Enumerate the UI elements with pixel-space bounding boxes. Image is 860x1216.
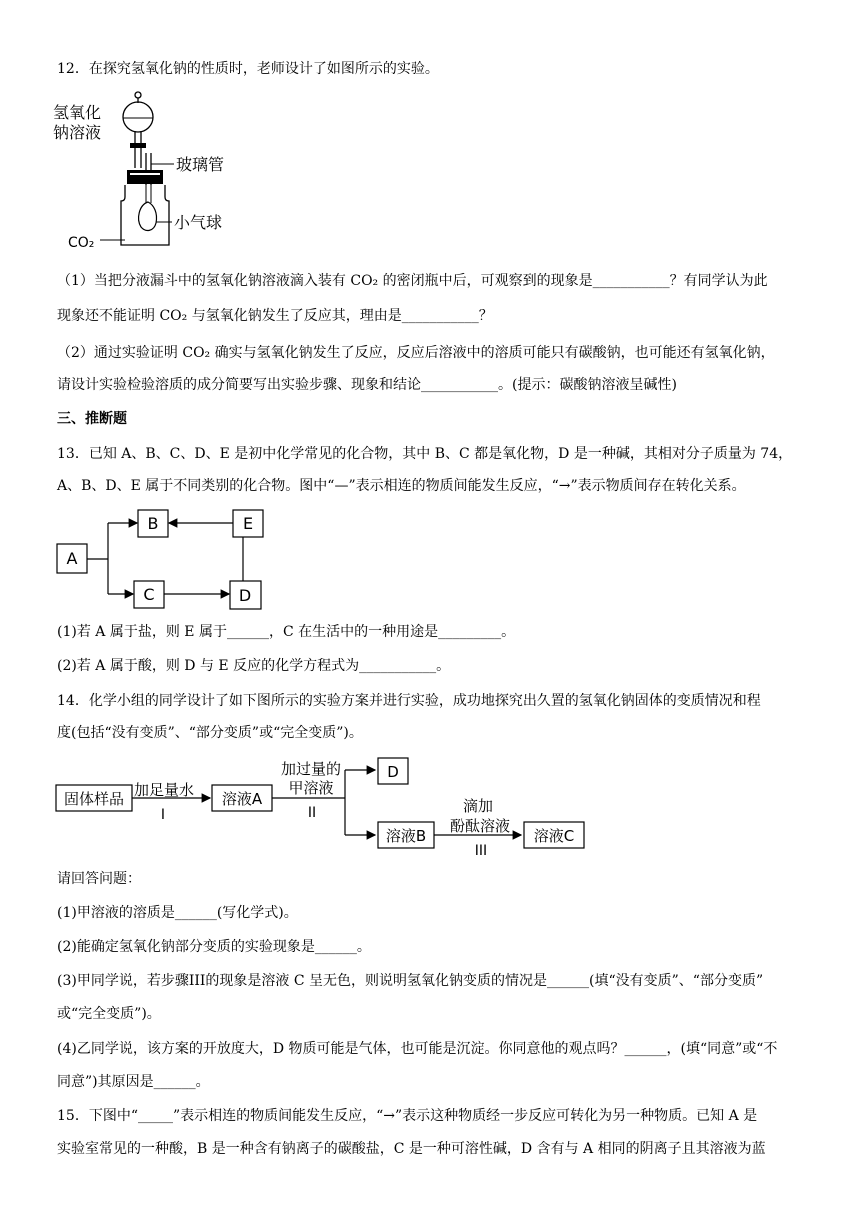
- q14-stem-line1: 14．化学小组的同学设计了如下图所示的实验方案并进行实验，成功地探究出久置的氢氧化钠固体的变质情况和程: [57, 693, 761, 709]
- q13-sub1: (1)若 A 属于盐，则 E 属于______，C 在生活中的一种用途是_________。: [57, 624, 516, 640]
- q14-prompt: 请回答问题：: [57, 871, 141, 887]
- q12-p1-line1: （1）当把分液漏斗中的氢氧化钠溶液滴入装有 CO₂ 的密闭瓶中后，可观察到的现象是___________？有同学认为此: [57, 273, 768, 289]
- svg-text:C: C: [143, 585, 155, 604]
- q15-line2: 实验室常见的一种酸，B 是一种含有钠离子的碳酸盐，C 是一种可溶性碱，D 含有与 A 相同的阴离子且其溶液为蓝: [57, 1141, 766, 1157]
- svg-text:E: E: [242, 514, 254, 533]
- step3-label-2: 酚酞溶液: [449, 817, 511, 835]
- q13-stem-line1: 13．已知 A、B、C、D、E 是初中化学常见的化合物，其中 B、C 都是氧化物，D 是一种碱，其相对分子质量为 74，: [57, 446, 793, 462]
- q14-sub3-line1: (3)甲同学说，若步骤III的现象是溶液 C 呈无色，则说明氢氧化钠变质的情况是______(填“没有变质”、“部分变质”: [57, 973, 764, 989]
- q13-stem-line2: A、B、D、E 属于不同类别的化合物。图中“—”表示相连的物质间能发生反应，“→”表示物质间存在转化关系。: [57, 478, 746, 494]
- step2-label-2: 甲溶液: [288, 779, 334, 797]
- q13-relation-diagram: [50, 505, 280, 615]
- label-balloon: 小气球: [174, 213, 223, 232]
- q14-stem-line2: 度(包括“没有变质”、“部分变质”或“完全变质”)。: [57, 725, 363, 741]
- q12-stem: 12．在探究氢氧化钠的性质时，老师设计了如图所示的实验。: [57, 61, 439, 77]
- q14-sub1: (1)甲溶液的溶质是______(写化学式)。: [57, 905, 298, 921]
- q12-p2-line1: （2）通过实验证明 CO₂ 确实与氢氧化钠发生了反应，反应后溶液中的溶质可能只有碳酸钠，也可能还有氢氧化钠，: [57, 345, 775, 361]
- svg-text:D: D: [238, 586, 252, 605]
- q14-sub4-line2: 同意”)其原因是______。: [57, 1074, 210, 1090]
- step1-label: 加足量水: [133, 781, 195, 799]
- step3-num: III: [474, 843, 488, 859]
- step2-num: II: [307, 805, 317, 821]
- label-naoh-2: 钠溶液: [53, 123, 102, 142]
- svg-text:溶液C: 溶液C: [533, 827, 575, 845]
- q14-sub2: (2)能确定氢氧化钠部分变质的实验现象是______。: [57, 939, 371, 955]
- q12-p2-line2: 请设计实验检验溶质的成分简要写出实验步骤、现象和结论___________。(提示：碳酸钠溶液呈碱性): [57, 377, 677, 393]
- q14-flow-diagram: [50, 755, 595, 860]
- q15-line1: 15．下图中“_____”表示相连的物质间能发生反应，“→”表示这种物质经一步反应可转化为另一种物质。已知 A 是: [57, 1108, 758, 1124]
- section-title: 三、推断题: [57, 411, 127, 427]
- svg-text:D: D: [387, 763, 399, 781]
- svg-text:固体样品: 固体样品: [63, 790, 125, 808]
- svg-text:溶液A: 溶液A: [221, 790, 263, 808]
- step3-label-1: 滴加: [462, 797, 494, 815]
- q12-p1-line2: 现象还不能证明 CO₂ 与氢氧化钠发生了反应其，理由是___________？: [57, 308, 493, 324]
- step2-label-1: 加过量的: [280, 760, 342, 778]
- svg-text:B: B: [147, 514, 159, 533]
- svg-text:A: A: [66, 549, 78, 568]
- label-naoh-1: 氢氧化: [53, 103, 102, 122]
- label-co2: CO₂: [68, 235, 95, 251]
- q14-sub3-line2: 或“完全变质”)。: [57, 1006, 161, 1022]
- q14-sub4-line1: (4)乙同学说，该方案的开放度大，D 物质可能是气体，也可能是沉淀。你同意他的观点吗？______，(填“同意”或“不: [57, 1041, 778, 1057]
- q12-apparatus-figure: [50, 85, 250, 260]
- label-glass-tube: 玻璃管: [176, 155, 225, 174]
- q13-sub2: (2)若 A 属于酸，则 D 与 E 反应的化学方程式为___________。: [57, 658, 451, 674]
- svg-text:溶液B: 溶液B: [385, 827, 427, 845]
- step1-num: I: [160, 807, 166, 823]
